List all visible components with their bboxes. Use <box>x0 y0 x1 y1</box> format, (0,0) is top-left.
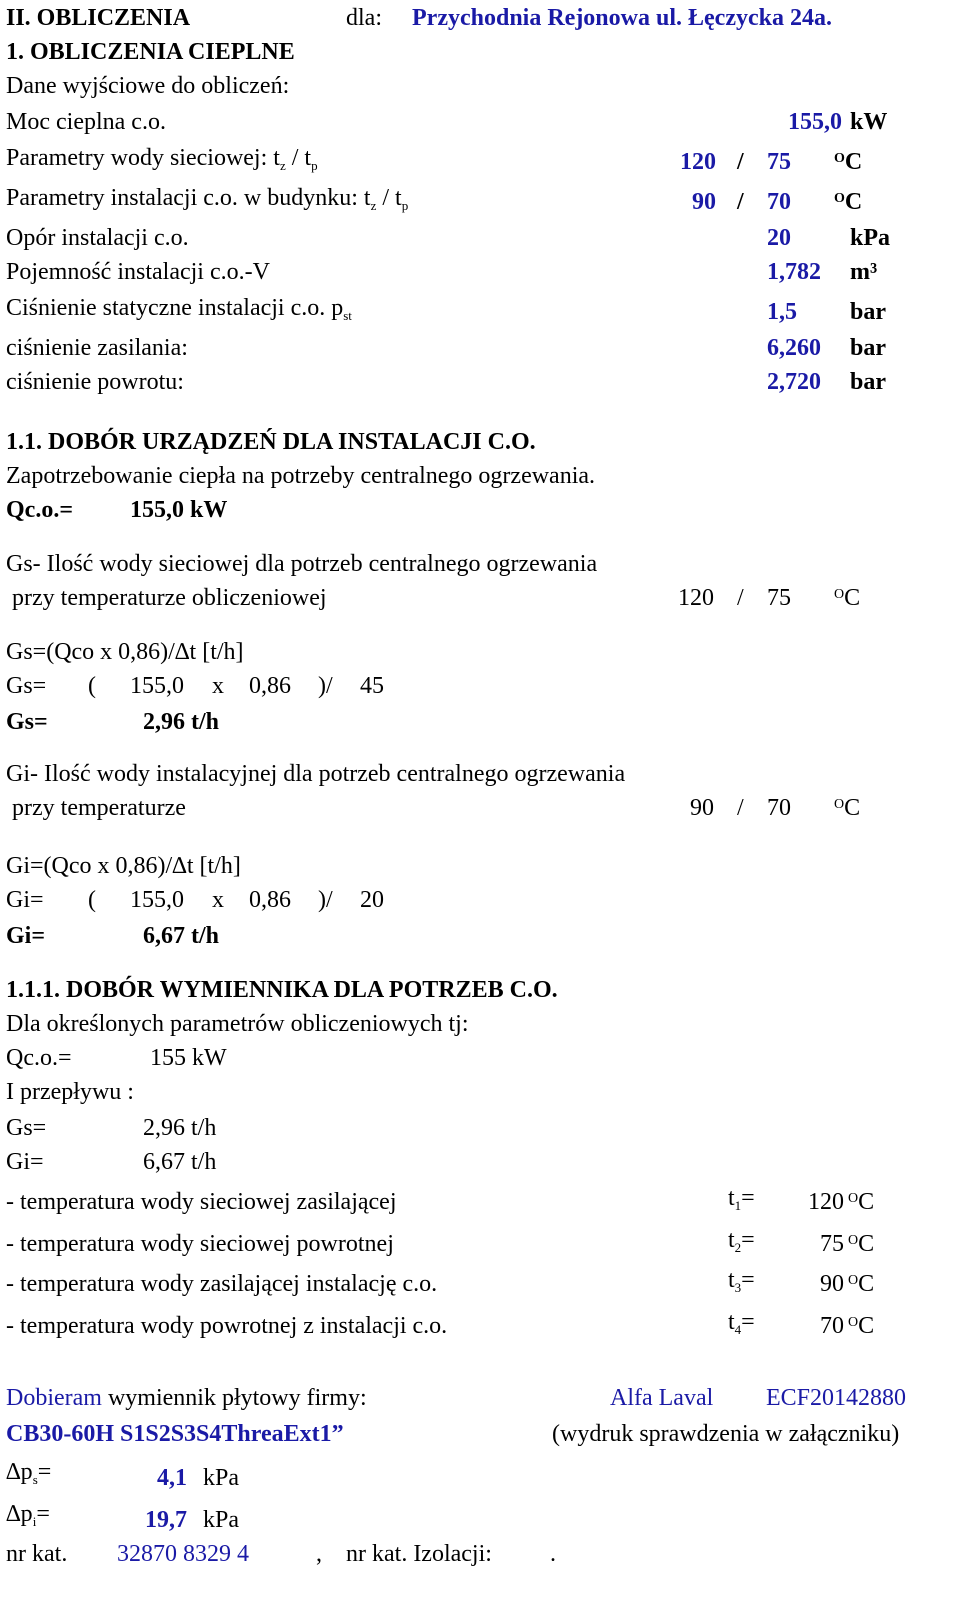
gi-calc-close: )/ <box>318 887 333 913</box>
gi-description: Gi- Ilość wody instalacyjnej dla potrzeb centralnego ogrzewania <box>6 761 626 787</box>
for-label: dla: <box>346 5 382 31</box>
resistance-label: Opór instalacji c.o. <box>6 225 189 251</box>
heading-obliczenia-cieplne: 1. OBLICZENIA CIEPLNE <box>6 39 295 65</box>
return-pressure-value: 2,720 <box>767 369 821 395</box>
gi-formula: Gi=(Qco x 0,86)/∆t [t/h] <box>6 853 241 879</box>
gs-formula: Gs=(Qco x 0,86)/∆t [t/h] <box>6 639 244 665</box>
network-water-params-label: Parametry wody sieciowej: $t_z / t_p$ <box>6 145 318 173</box>
installation-sep: / <box>737 189 744 215</box>
supply-pressure-label: ciśnienie zasilania: <box>6 335 188 361</box>
dps-label: $\Delta p_s=$ <box>6 1459 52 1487</box>
printout-note: (wydruk sprawdzenia w załączniku) <box>552 1421 900 1447</box>
params-intro: Dla określonych parametrów obliczeniowych tj: <box>6 1011 469 1037</box>
gi-calc-open: ( <box>88 887 96 913</box>
gs-calc-close: )/ <box>318 673 333 699</box>
temp-row-1-symbol: $t_1=$ <box>728 1185 755 1213</box>
resistance-unit: kPa <box>850 225 891 251</box>
power-label: Moc cieplna c.o. <box>6 109 166 135</box>
return-pressure-label: ciśnienie powrotu: <box>6 369 184 395</box>
heat-demand-text: Zapotrzebowanie ciepła na potrzeby centralnego ogrzewania. <box>6 463 596 489</box>
gs-temp-return: 75 <box>767 585 791 611</box>
gi-calc-x: x <box>212 887 224 913</box>
supply-pressure-unit: bar <box>850 335 886 361</box>
capacity-unit: m³ <box>850 259 878 285</box>
temp-row-1-unit: $^O$C <box>848 1189 875 1215</box>
resistance-value: 20 <box>767 225 791 251</box>
gs-result-label: Gs= <box>6 709 48 735</box>
gs-calc-x: x <box>212 673 224 699</box>
gi-calc-q: 155,0 <box>130 887 184 913</box>
static-pressure-label: Ciśnienie statyczne instalacji c.o. $p_{st}$ <box>6 295 352 323</box>
temp-row-3-unit: $^O$C <box>848 1271 875 1297</box>
qco2-value: 155 kW <box>150 1045 227 1071</box>
gs-calc-dt: 45 <box>360 673 384 699</box>
supply-pressure-value: 6,260 <box>767 335 821 361</box>
heading-dobor-urzadzen: 1.1. DOBÓR URZĄDZEŃ DLA INSTALACJI C.O. <box>6 429 536 455</box>
select-word: Dobieram <box>6 1385 102 1411</box>
input-data-intro: Dane wyjściowe do obliczeń: <box>6 73 290 99</box>
gs-description: Gs- Ilość wody sieciowej dla potrzeb centralnego ogrzewania <box>6 551 598 577</box>
network-temp-unit: $^O$C <box>834 149 863 175</box>
gi-result-label: Gi= <box>6 923 46 949</box>
dpi-label: $\Delta p_i=$ <box>6 1501 50 1529</box>
temp-row-2-symbol: $t_2=$ <box>728 1227 755 1255</box>
installation-params-label: Parametry instalacji c.o. w budynku: $t_z / t_p$ <box>6 185 409 213</box>
installation-supply-temp: 90 <box>692 189 716 215</box>
capacity-value: 1,782 <box>767 259 821 285</box>
project-name: Przychodnia Rejonowa ul. Łęczycka 24a. <box>412 5 832 31</box>
catalog-label: nr kat. <box>6 1541 68 1567</box>
gi-temp-sep: / <box>737 795 744 821</box>
gi2-value: 6,67 t/h <box>143 1149 217 1175</box>
static-pressure-unit: bar <box>850 299 886 325</box>
gs-temp-sep: / <box>737 585 744 611</box>
temp-row-2-unit: $^O$C <box>848 1231 875 1257</box>
capacity-label: Pojemność instalacji c.o.-V <box>6 259 270 285</box>
power-unit: kW <box>850 109 888 135</box>
gs-calc-eq: Gs= <box>6 673 47 699</box>
catalog-comma: , <box>316 1541 322 1567</box>
gs-temp-label: przy temperaturze obliczeniowej <box>12 585 327 611</box>
gs-result-value: 2,96 t/h <box>143 709 220 735</box>
network-sep: / <box>737 149 744 175</box>
gs2-label: Gs= <box>6 1115 47 1141</box>
static-pressure-value: 1,5 <box>767 299 797 325</box>
temp-row-4-label: - temperatura wody powrotnej z instalacji c.o. <box>6 1313 448 1339</box>
section-title: II. OBLICZENIA <box>6 5 191 31</box>
temp-row-3-value: 90 <box>820 1271 844 1297</box>
network-return-temp: 75 <box>767 149 791 175</box>
flow-label: I przepływu : <box>6 1079 134 1105</box>
return-pressure-unit: bar <box>850 369 886 395</box>
gi2-label: Gi= <box>6 1149 44 1175</box>
installation-return-temp: 70 <box>767 189 791 215</box>
installation-temp-unit: $^O$C <box>834 189 863 215</box>
manufacturer: Alfa Laval <box>610 1385 714 1411</box>
heading-dobor-wymiennika: 1.1.1. DOBÓR WYMIENNIKA DLA POTRZEB C.O. <box>6 977 558 1003</box>
insulation-catalog-value: . <box>550 1541 556 1567</box>
exchanger-select-text: Dobieram wymiennik płytowy firmy: <box>6 1385 367 1411</box>
temp-row-4-unit: $^O$C <box>848 1313 875 1339</box>
gs-temp-supply: 120 <box>678 585 714 611</box>
gi-result-value: 6,67 t/h <box>143 923 220 949</box>
gi-temp-supply: 90 <box>690 795 714 821</box>
gs-temp-unit: $^O$C <box>834 585 861 611</box>
gs-calc-q: 155,0 <box>130 673 184 699</box>
dps-unit: kPa <box>203 1465 239 1491</box>
offer-code: ECF20142880 <box>766 1385 907 1411</box>
temp-row-4-symbol: $t_4=$ <box>728 1309 755 1337</box>
temp-row-4-value: 70 <box>820 1313 844 1339</box>
catalog-number: 32870 8329 4 <box>117 1541 249 1567</box>
network-supply-temp: 120 <box>680 149 716 175</box>
exchanger-model: CB30-60H S1S2S3S4ThreaExt1” <box>6 1421 344 1447</box>
power-value: 155,0 <box>788 109 842 135</box>
gi-temp-unit: $^O$C <box>834 795 861 821</box>
gs-calc-factor: 0,86 <box>249 673 291 699</box>
gs2-value: 2,96 t/h <box>143 1115 217 1141</box>
dpi-value: 19,7 <box>145 1507 187 1533</box>
gs-calc-open: ( <box>88 673 96 699</box>
dpi-unit: kPa <box>203 1507 239 1533</box>
insulation-catalog-label: nr kat. Izolacji: <box>346 1541 492 1567</box>
gi-temp-return: 70 <box>767 795 791 821</box>
qco-value: 155,0 kW <box>130 497 228 523</box>
dps-value: 4,1 <box>157 1465 187 1491</box>
gi-calc-dt: 20 <box>360 887 384 913</box>
gi-calc-factor: 0,86 <box>249 887 291 913</box>
temp-row-1-label: - temperatura wody sieciowej zasilającej <box>6 1189 397 1215</box>
temp-row-2-label: - temperatura wody sieciowej powrotnej <box>6 1231 394 1257</box>
temp-row-3-symbol: $t_3=$ <box>728 1267 755 1295</box>
gi-calc-eq: Gi= <box>6 887 44 913</box>
qco2-label: Qc.o.= <box>6 1045 72 1071</box>
qco-label: Qc.o.= <box>6 497 73 523</box>
temp-row-1-value: 120 <box>808 1189 844 1215</box>
temp-row-2-value: 75 <box>820 1231 844 1257</box>
gi-temp-label: przy temperaturze <box>12 795 186 821</box>
temp-row-3-label: - temperatura wody zasilającej instalację c.o. <box>6 1271 438 1297</box>
